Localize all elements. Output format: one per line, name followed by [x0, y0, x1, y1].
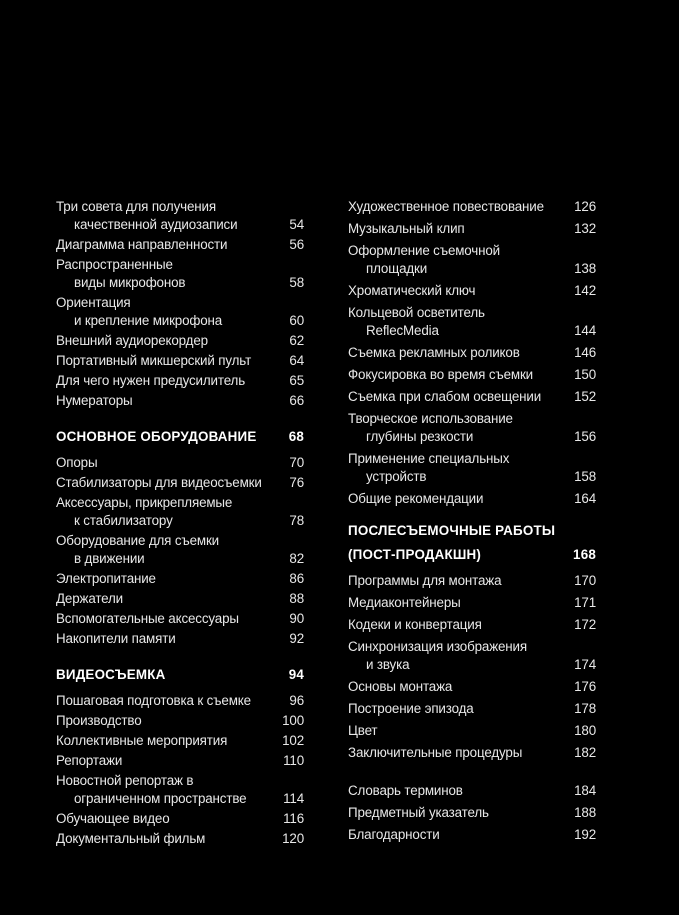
toc-entry-title-line: Цвет	[348, 723, 378, 738]
toc-entry-title-line: Благодарности	[348, 827, 440, 842]
toc-entry-title	[348, 519, 555, 567]
toc-page-number: 56	[289, 237, 304, 252]
toc-entry-title	[56, 294, 270, 330]
toc-page-number: 86	[289, 571, 304, 586]
toc-page-number: 178	[574, 701, 596, 716]
toc-spacer	[348, 766, 596, 782]
toc-entry-title-line: Распространенные	[56, 257, 173, 272]
toc-entry[interactable]	[348, 638, 596, 674]
toc-entry-title	[56, 810, 270, 828]
toc-entry[interactable]	[56, 236, 304, 254]
toc-entry-title-line: Коллективные мероприятия	[56, 733, 228, 748]
toc-page-number: 90	[289, 611, 304, 626]
toc-page-number: 82	[289, 551, 304, 566]
toc-entry-title-line: Вспомогательные аксессуары	[56, 611, 239, 626]
toc-entry-title-line: Съемка при слабом освещении	[348, 389, 542, 404]
toc-page-number: 102	[282, 733, 304, 748]
toc-page-number: 171	[574, 595, 596, 610]
toc-entry-title-line: Применение специальных	[348, 451, 510, 466]
toc-page-number: 188	[574, 805, 596, 820]
toc-entry[interactable]	[348, 388, 596, 406]
toc-entry[interactable]	[56, 590, 304, 608]
toc-entry[interactable]	[56, 332, 304, 350]
toc-page-number: 192	[574, 827, 596, 842]
toc-page-number: 164	[574, 491, 596, 506]
toc-entry-title	[348, 678, 562, 696]
toc-section-heading[interactable]	[348, 519, 596, 567]
toc-page-number: 58	[289, 275, 304, 290]
toc-entry-title	[56, 570, 270, 588]
toc-entry[interactable]	[56, 352, 304, 370]
toc-entry[interactable]	[348, 366, 596, 384]
toc-entry-title-line: и крепление микрофона	[74, 313, 223, 328]
toc-entry-title-line: Электропитание	[56, 571, 156, 586]
toc-entry-title	[56, 663, 165, 687]
toc-entry-title	[348, 490, 562, 508]
toc-page-number: 110	[283, 753, 304, 768]
toc-entry-title	[348, 594, 562, 612]
toc-entry[interactable]	[56, 712, 304, 730]
toc-page-number: 126	[574, 199, 596, 214]
toc-entry-title	[56, 198, 270, 234]
toc-entry[interactable]	[56, 732, 304, 750]
toc-page-number: 66	[289, 393, 304, 408]
toc-page-number: 76	[289, 475, 304, 490]
toc-page-number: 180	[574, 723, 596, 738]
toc-entry-title-line: Художественное повествование	[348, 199, 544, 214]
toc-entry[interactable]	[56, 752, 304, 770]
toc-entry-title	[348, 638, 562, 674]
toc-entry-title	[348, 782, 562, 800]
toc-entry[interactable]	[348, 242, 596, 278]
toc-entry-title	[348, 616, 562, 634]
toc-entry-title-line: к стабилизатору	[74, 513, 173, 528]
toc-entry-title	[348, 242, 562, 278]
toc-page-number: 156	[574, 429, 596, 444]
toc-entry-title-line: Опоры	[56, 455, 98, 470]
toc-entry-title	[348, 282, 562, 300]
toc-page-number: 144	[574, 323, 596, 338]
toc-page-number: 172	[574, 617, 596, 632]
toc-entry-title-line: устройств	[366, 469, 427, 484]
toc-entry-title-line: Синхронизация изображения	[348, 639, 527, 654]
toc-entry[interactable]	[56, 532, 304, 568]
toc-entry-title	[56, 590, 270, 608]
toc-entry-title-line: Программы для монтажа	[348, 573, 502, 588]
toc-entry-title	[348, 410, 562, 446]
toc-page-number: 92	[289, 631, 304, 646]
toc-entry[interactable]	[348, 678, 596, 696]
toc-page-number: 150	[574, 367, 596, 382]
toc-entry-title-line: Репортажи	[56, 753, 123, 768]
toc-entry-title	[348, 744, 562, 762]
toc-entry-title-line: и звука	[366, 657, 410, 672]
toc-entry-title	[348, 450, 562, 486]
toc-entry[interactable]	[56, 810, 304, 828]
toc-entry-title-line: площадки	[366, 261, 428, 276]
toc-entry-title-line: Словарь терминов	[348, 783, 463, 798]
toc-entry-title-line: Новостной репортаж в	[56, 773, 194, 788]
toc-entry-title	[56, 752, 270, 770]
toc-entry-title	[56, 772, 270, 808]
toc-page-number: 68	[288, 429, 304, 444]
toc-entry-title-line: Построение эпизода	[348, 701, 474, 716]
toc-entry[interactable]	[348, 722, 596, 740]
toc-page-number: 184	[574, 783, 596, 798]
toc-entry-title-line: Съемка рекламных роликов	[348, 345, 520, 360]
toc-entry-title-line: ПОСЛЕСЪЕМОЧНЫЕ РАБОТЫ	[348, 523, 556, 538]
toc-entry-title-line: Стабилизаторы для видеосъемки	[56, 475, 262, 490]
toc-entry-title	[56, 236, 270, 254]
toc-entry-title-line: Музыкальный клип	[348, 221, 465, 236]
toc-section-heading[interactable]	[56, 425, 304, 449]
toc-entry-title-line: ReflecMedia	[366, 323, 439, 338]
toc-entry-title-line: Оформление съемочной	[348, 243, 501, 258]
toc-page-number: 132	[574, 221, 596, 236]
toc-entry-title-line: ограниченном пространстве	[74, 791, 247, 806]
toc-entry-title	[348, 366, 562, 384]
toc-entry-title-line: Внешний аудиорекордер	[56, 333, 208, 348]
toc-section-heading[interactable]	[56, 663, 304, 687]
toc-entry-title-line: Предметный указатель	[348, 805, 489, 820]
toc-entry-title-line: ВИДЕОСЪЕМКА	[56, 667, 166, 682]
toc-page-number: 168	[573, 547, 596, 562]
toc-entry[interactable]	[56, 772, 304, 808]
toc-entry-title	[56, 712, 270, 730]
toc-entry-title-line: в движении	[74, 551, 145, 566]
toc-entry-title	[56, 532, 270, 568]
toc-page-number: 152	[574, 389, 596, 404]
toc-page-number: 65	[289, 373, 304, 388]
toc-entry[interactable]	[348, 826, 596, 844]
toc-entry-title-line: Три совета для получения	[56, 199, 216, 214]
toc-entry-title-line: Оборудование для съемки	[56, 533, 219, 548]
toc-entry[interactable]	[348, 450, 596, 486]
toc-page-number: 114	[283, 791, 304, 806]
toc-entry[interactable]	[348, 594, 596, 612]
toc-entry-title-line: Кодеки и конвертация	[348, 617, 482, 632]
toc-page-number: 78	[289, 513, 304, 528]
toc-page-number: 158	[574, 469, 596, 484]
toc-page-number: 64	[289, 353, 304, 368]
toc-entry-title	[348, 804, 562, 822]
toc-entry-title	[56, 352, 270, 370]
toc-entry[interactable]	[348, 572, 596, 590]
toc-page-number: 138	[574, 261, 596, 276]
toc-entry-title-line: Медиаконтейнеры	[348, 595, 461, 610]
toc-page-number: 116	[283, 811, 304, 826]
toc-page-number: 146	[574, 345, 596, 360]
toc-entry-title	[348, 304, 562, 340]
toc-entry-title	[348, 344, 562, 362]
toc-entry-title-line: Хроматический ключ	[348, 283, 476, 298]
toc-entry[interactable]	[56, 830, 304, 848]
toc-entry-title-line: Нумераторы	[56, 393, 133, 408]
toc-entry-title-line: ОСНОВНОЕ ОБОРУДОВАНИЕ	[56, 429, 257, 444]
toc-entry-title	[56, 494, 270, 530]
toc-entry[interactable]	[348, 344, 596, 362]
toc-page-number: 60	[289, 313, 304, 328]
toc-entry-title-line: глубины резкости	[366, 429, 474, 444]
toc-page-number: 100	[282, 713, 304, 728]
toc-entry-title-line: виды микрофонов	[74, 275, 186, 290]
toc-entry[interactable]	[56, 198, 304, 234]
toc-entry-title	[56, 256, 270, 292]
toc-entry-title	[56, 474, 270, 492]
toc-entry-title	[56, 732, 270, 750]
toc-entry-title	[348, 572, 562, 590]
toc-entry[interactable]	[56, 454, 304, 472]
toc-entry-title	[348, 722, 562, 740]
toc-page-number: 94	[288, 667, 304, 682]
toc-entry-title	[56, 830, 270, 848]
toc-entry[interactable]	[56, 392, 304, 410]
toc-left-column	[56, 198, 304, 850]
toc-entry-title	[56, 692, 270, 710]
toc-page-number: 176	[574, 679, 596, 694]
toc-entry-title-line: Накопители памяти	[56, 631, 176, 646]
toc-page-number: 182	[574, 745, 596, 760]
toc-entry-title	[348, 700, 562, 718]
toc-entry-title-line: Аксессуары, прикрепляемые	[56, 495, 233, 510]
toc-entry-title-line: Диаграмма направленности	[56, 237, 228, 252]
toc-entry-title-line: Заключительные процедуры	[348, 745, 523, 760]
toc-entry[interactable]	[348, 220, 596, 238]
toc-entry-title	[56, 610, 270, 628]
toc-page-number: 88	[289, 591, 304, 606]
toc-entry[interactable]	[56, 692, 304, 710]
toc-entry[interactable]	[348, 744, 596, 762]
toc-entry-title-line: Фокусировка во время съемки	[348, 367, 534, 382]
toc-entry-title-line: Производство	[56, 713, 142, 728]
toc-entry-title-line: Документальный фильм	[56, 831, 206, 846]
toc-entry[interactable]	[348, 700, 596, 718]
toc-entry[interactable]	[348, 782, 596, 800]
toc-entry-title	[348, 826, 562, 844]
toc-entry[interactable]	[56, 256, 304, 292]
toc-entry[interactable]	[56, 294, 304, 330]
toc-entry-title-line: Основы монтажа	[348, 679, 453, 694]
toc-entry-title-line: Творческое использование	[348, 411, 513, 426]
toc-entry-title-line: Держатели	[56, 591, 124, 606]
toc-page-number: 96	[289, 693, 304, 708]
toc-page-number: 170	[574, 573, 596, 588]
toc-entry-title	[56, 454, 270, 472]
toc-entry-title	[348, 220, 562, 238]
toc-entry-title	[56, 425, 257, 449]
toc-entry-title-line: Для чего нужен предусилитель	[56, 373, 246, 388]
toc-entry-title	[56, 392, 270, 410]
toc-entry[interactable]	[348, 490, 596, 508]
toc-entry[interactable]	[348, 198, 596, 216]
toc-page-number: 62	[289, 333, 304, 348]
toc-entry-title	[348, 198, 562, 216]
toc-entry-title-line: (ПОСТ-ПРОДАКШН)	[348, 547, 482, 562]
toc-entry-title-line: Общие рекомендации	[348, 491, 484, 506]
toc-entry-title-line: Пошаговая подготовка к съемке	[56, 693, 251, 708]
toc-entry-title-line: Ориентация	[56, 295, 131, 310]
toc-right-column	[348, 198, 596, 848]
toc-page-number: 142	[574, 283, 596, 298]
toc-entry-title-line: Портативный микшерский пульт	[56, 353, 252, 368]
toc-entry[interactable]	[348, 410, 596, 446]
toc-page-number: 70	[289, 455, 304, 470]
toc-entry[interactable]	[56, 372, 304, 390]
toc-page-number: 120	[282, 831, 304, 846]
toc-entry[interactable]	[56, 494, 304, 530]
toc-entry[interactable]	[348, 616, 596, 634]
toc-entry[interactable]	[56, 474, 304, 492]
toc-entry-title-line: Кольцевой осветитель	[348, 305, 485, 320]
toc-entry[interactable]	[348, 282, 596, 300]
toc-entry[interactable]	[56, 630, 304, 648]
toc-entry[interactable]	[56, 610, 304, 628]
toc-entry-title	[56, 332, 270, 350]
toc-entry[interactable]	[348, 304, 596, 340]
toc-entry-title-line: Обучающее видео	[56, 811, 170, 826]
toc-entry-title	[56, 630, 270, 648]
toc-entry[interactable]	[348, 804, 596, 822]
toc-entry[interactable]	[56, 570, 304, 588]
toc-entry-title	[348, 388, 562, 406]
toc-page-number: 174	[574, 657, 596, 672]
toc-entry-title-line: качественной аудиозаписи	[74, 217, 238, 232]
toc-entry-title	[56, 372, 270, 390]
toc-page-number: 54	[289, 217, 304, 232]
